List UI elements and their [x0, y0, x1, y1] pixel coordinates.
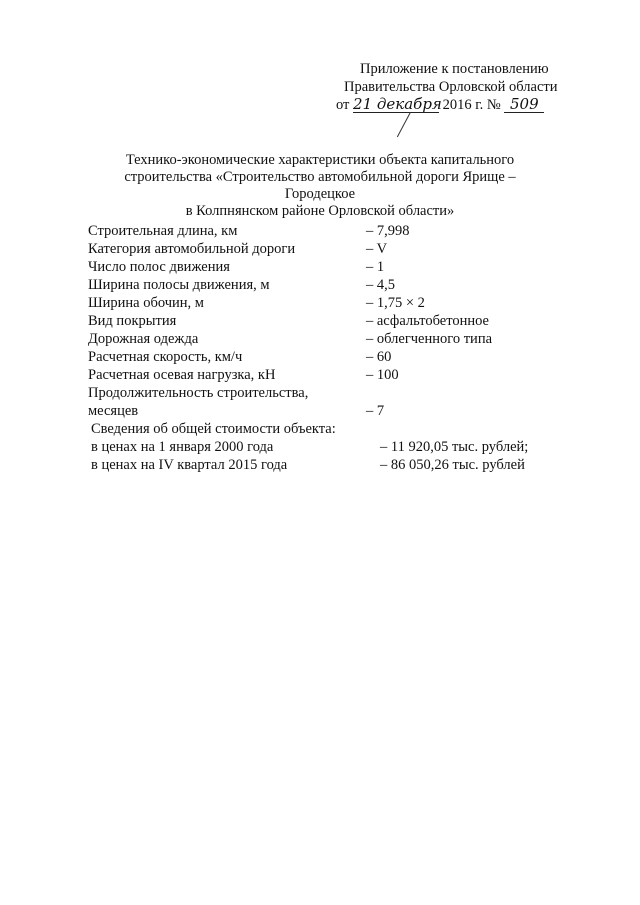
cost-label: в ценах на 1 января 2000 года	[91, 439, 274, 455]
spec-row	[88, 348, 588, 366]
spec-value: – облегченного типа	[366, 331, 493, 347]
spec-value: – 4,5	[366, 277, 395, 293]
spec-value: – 1	[366, 259, 385, 275]
appendix-block	[336, 60, 596, 114]
spec-value: – 100	[366, 367, 399, 383]
document-title	[100, 152, 540, 220]
cost-value: – 86 050,26 тыс. рублей	[380, 457, 525, 473]
spec-value: – 60	[366, 349, 392, 365]
spec-label: Строительная длина, км	[88, 223, 238, 239]
spec-value: – асфальтобетонное	[366, 313, 489, 329]
appendix-prefix: от	[336, 97, 350, 113]
spec-value: – 1,75 × 2	[366, 295, 425, 311]
specs-list	[88, 222, 588, 474]
spec-label: Расчетная осевая нагрузка, кН	[88, 367, 276, 383]
spec-label: Ширина полосы движения, м	[88, 277, 270, 293]
spec-label: Расчетная скорость, км/ч	[88, 349, 243, 365]
spec-label: Ширина обочин, м	[88, 295, 204, 311]
cost-header: Сведения об общей стоимости объекта:	[91, 421, 336, 437]
spec-row	[88, 240, 588, 258]
spec-row	[88, 312, 588, 330]
appendix-date-line	[336, 96, 596, 114]
spec-label: Категория автомобильной дороги	[88, 241, 296, 257]
title-line-2: строительства «Строительство автомобильной дороги Ярище – Городецкое	[124, 169, 516, 202]
duration-label-line-2: месяцев	[88, 403, 139, 419]
spec-label: Вид покрытия	[88, 313, 177, 329]
duration-row	[88, 384, 588, 420]
spec-row	[88, 276, 588, 294]
spec-row	[88, 258, 588, 276]
title-line-3: в Колпнянском районе Орловской области»	[185, 203, 455, 219]
spec-label: Дорожная одежда	[88, 331, 199, 347]
handwritten-number: 509	[504, 97, 544, 113]
title-line-1: Технико-экономические характеристики объекта капитального	[125, 152, 515, 168]
spec-value: – 7,998	[366, 223, 410, 239]
spec-row	[88, 366, 588, 384]
appendix-line-1: Приложение к постановлению	[360, 61, 549, 77]
duration-label	[88, 384, 308, 420]
spec-label: Число полос движения	[88, 259, 230, 275]
spec-row	[88, 294, 588, 312]
cost-value: – 11 920,05 тыс. рублей;	[380, 439, 529, 455]
duration-value: – 7	[366, 403, 385, 419]
cost-row	[88, 438, 588, 456]
handwritten-date: 21 декабря	[353, 95, 442, 113]
signature-stroke	[397, 112, 411, 137]
appendix-year: 2016 г. №	[442, 97, 501, 113]
cost-label: в ценах на IV квартал 2015 года	[91, 457, 288, 473]
spec-row	[88, 330, 588, 348]
spec-value: – V	[366, 241, 388, 257]
appendix-line-2: Правительства Орловской области	[344, 79, 558, 95]
spec-row	[88, 222, 588, 240]
cost-row	[88, 456, 588, 474]
duration-label-line-1: Продолжительность строительства,	[88, 385, 309, 401]
